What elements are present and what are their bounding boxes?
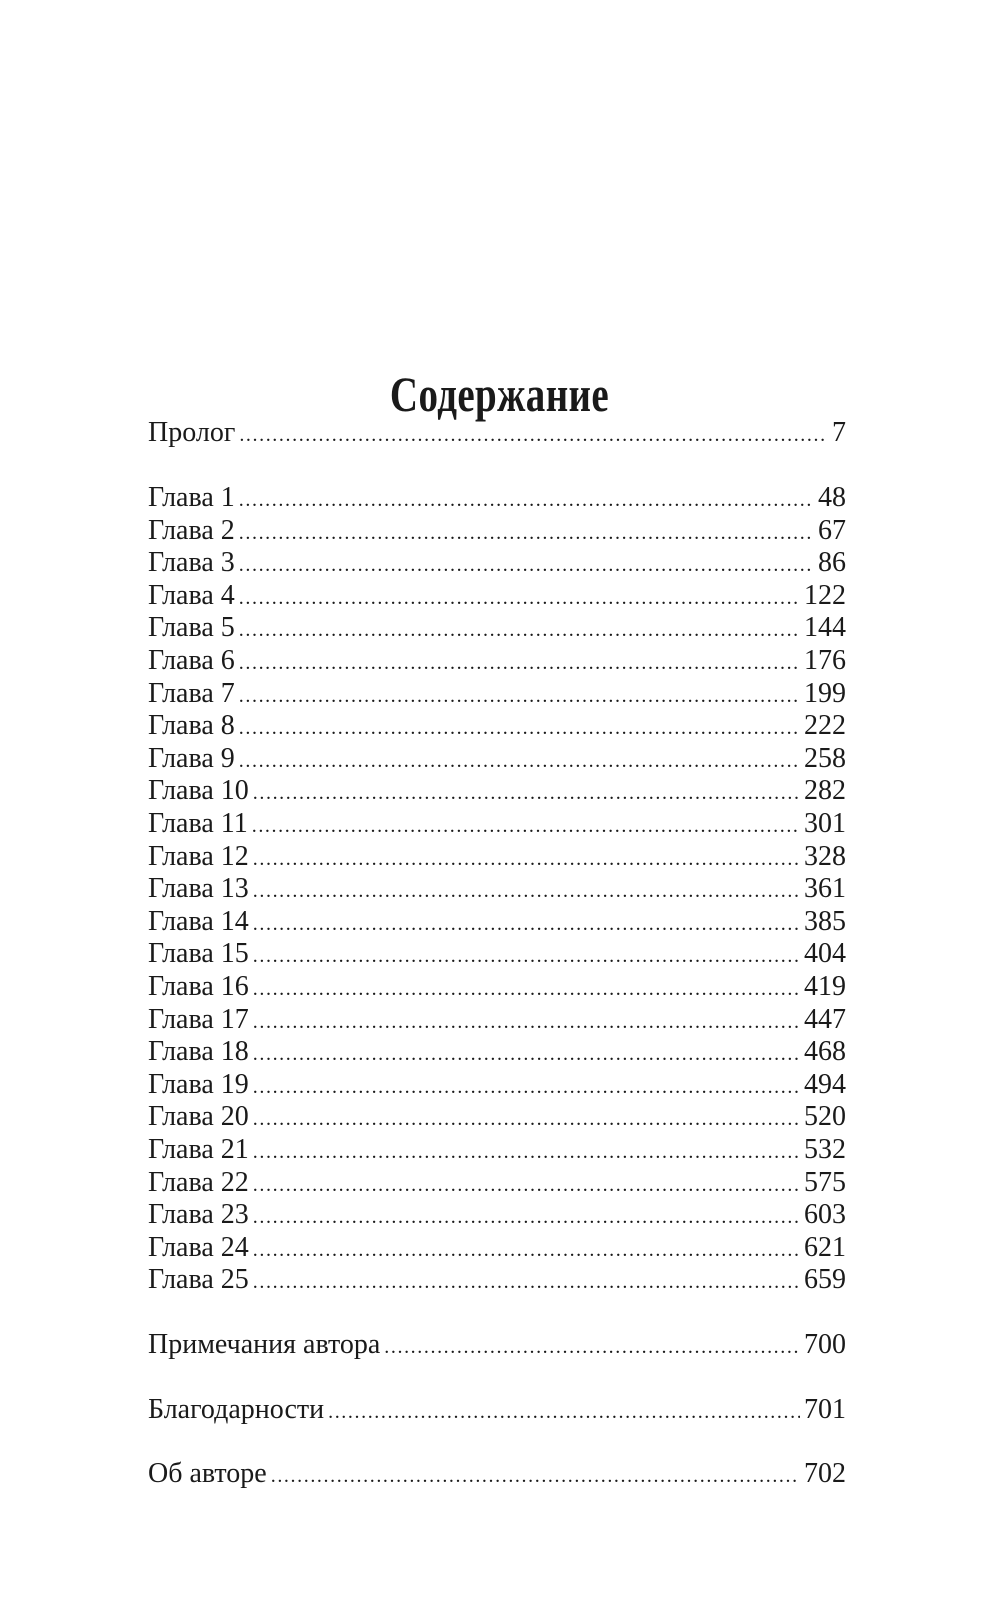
dot-leader [239, 646, 800, 680]
dot-leader [239, 744, 800, 778]
toc-entry-label: Глава 25 [148, 1264, 249, 1296]
dot-leader [253, 1200, 800, 1234]
toc-entry-label: Глава 15 [148, 938, 249, 970]
toc-entry [148, 709, 846, 743]
dot-leader [271, 1459, 800, 1493]
toc-entry-page: 199 [804, 677, 846, 709]
toc-entry-page: 144 [804, 612, 846, 644]
dot-leader [253, 874, 800, 908]
toc-entry-label: Глава 10 [148, 775, 249, 807]
toc-entry [148, 1263, 846, 1297]
toc-entry-label: Об авторе [148, 1458, 267, 1489]
toc-entry-page: 222 [804, 710, 846, 742]
toc-entry-label: Глава 16 [148, 971, 249, 1002]
toc-entry [148, 1328, 846, 1362]
toc-entry-label: Благодарности [148, 1394, 325, 1425]
toc-entry-label: Глава 5 [148, 612, 235, 644]
dot-leader [384, 1330, 800, 1364]
toc-entry-page: 532 [804, 1134, 846, 1165]
toc-entry-label: Глава 19 [148, 1068, 249, 1100]
toc-entry-label: Глава 23 [148, 1199, 249, 1231]
dot-leader [239, 711, 800, 745]
toc-entry-label: Глава 6 [148, 645, 235, 676]
toc-entry-label: Глава 22 [148, 1166, 249, 1198]
toc-entry-page: 701 [804, 1394, 846, 1425]
toc-entry [148, 774, 846, 808]
dot-leader [253, 1233, 800, 1267]
toc-entry [148, 546, 846, 580]
dot-leader [239, 581, 800, 615]
toc-entry-page: 419 [804, 971, 846, 1002]
toc-entry-page: 575 [804, 1166, 846, 1198]
toc-entry-page: 176 [804, 645, 846, 676]
toc-entry-page: 385 [804, 905, 846, 937]
toc-entry [148, 644, 846, 678]
toc-entry-page: 468 [804, 1036, 846, 1068]
dot-leader [253, 1037, 800, 1071]
toc-entry-label: Глава 9 [148, 742, 235, 774]
toc-entry-page: 702 [804, 1458, 846, 1489]
toc-entry-page: 520 [804, 1101, 846, 1133]
toc-entry-page: 7 [832, 417, 846, 448]
dot-leader [253, 776, 800, 810]
toc-entry [148, 970, 846, 1004]
dot-leader [239, 483, 814, 517]
toc-entry [148, 1166, 846, 1200]
toc-entry-label: Глава 17 [148, 1003, 249, 1035]
toc-entry [148, 611, 846, 645]
toc-entry-page: 659 [804, 1264, 846, 1296]
toc-entry-page: 122 [804, 579, 846, 611]
dot-leader [328, 1395, 800, 1429]
toc-entry [148, 677, 846, 711]
dot-leader [239, 418, 828, 452]
dot-leader [239, 679, 800, 713]
toc-entry [148, 1393, 846, 1427]
toc-entry-label: Глава 8 [148, 710, 235, 742]
dot-leader [253, 907, 800, 941]
toc-entry [148, 416, 846, 450]
toc-entry-label: Глава 1 [148, 482, 235, 513]
toc-entry-page: 447 [804, 1003, 846, 1035]
dot-leader [253, 1005, 800, 1039]
toc-entry [148, 807, 846, 841]
dot-leader [253, 1168, 800, 1202]
toc-entry-label: Глава 3 [148, 547, 235, 579]
toc-entry-label: Глава 4 [148, 579, 235, 611]
dot-leader [253, 1102, 800, 1136]
toc-entry-page: 328 [804, 840, 846, 872]
toc-entry-label: Глава 11 [148, 808, 248, 839]
toc-entry [148, 840, 846, 874]
toc-entry-page: 603 [804, 1199, 846, 1231]
toc-entry-label: Пролог [148, 417, 236, 448]
dot-leader [253, 939, 800, 973]
toc-entry [148, 905, 846, 939]
toc-entry-label: Примечания автора [148, 1329, 381, 1360]
dot-leader [253, 1135, 800, 1169]
toc-entry [148, 937, 846, 971]
toc-entry [148, 1198, 846, 1232]
dot-leader [253, 972, 800, 1006]
toc-entry-label: Глава 18 [148, 1036, 249, 1068]
toc-entry-label: Глава 12 [148, 840, 249, 872]
toc-entry-label: Глава 14 [148, 905, 249, 937]
toc-entry-page: 404 [804, 938, 846, 970]
toc-entry [148, 1100, 846, 1134]
toc-entry [148, 1035, 846, 1069]
dot-leader [253, 842, 800, 876]
toc-entry-label: Глава 13 [148, 873, 249, 905]
toc-entry-page: 494 [804, 1068, 846, 1100]
dot-leader [252, 809, 800, 843]
dot-leader [239, 516, 814, 550]
toc-entry-page: 621 [804, 1231, 846, 1263]
toc-entry [148, 514, 846, 548]
toc-entry [148, 1003, 846, 1037]
toc-entry-label: Глава 7 [148, 677, 235, 709]
toc-entry-page: 301 [804, 808, 846, 839]
dot-leader [239, 613, 800, 647]
dot-leader [253, 1265, 800, 1299]
toc-entry-page: 700 [804, 1329, 846, 1360]
toc-entry-label: Глава 20 [148, 1101, 249, 1133]
toc-entry-label: Глава 2 [148, 514, 235, 546]
toc-entry-page: 361 [804, 873, 846, 905]
toc-entry-page: 48 [818, 482, 846, 513]
page-title [0, 366, 1000, 422]
dot-leader [239, 548, 814, 582]
toc-entry [148, 579, 846, 613]
toc-entry-label: Глава 24 [148, 1231, 249, 1263]
toc-entry [148, 742, 846, 776]
toc-entry-page: 86 [818, 547, 846, 579]
toc-entry-label: Глава 21 [148, 1134, 249, 1165]
dot-leader [253, 1070, 800, 1104]
toc-entry-page: 258 [804, 742, 846, 774]
toc-entry-page: 282 [804, 775, 846, 807]
toc-entry [148, 481, 846, 515]
toc-entry [148, 1068, 846, 1102]
toc-entry [148, 1457, 846, 1491]
title-text: Содержание [390, 366, 610, 422]
toc-entry [148, 1231, 846, 1265]
toc-entry [148, 1133, 846, 1167]
toc-entry [148, 872, 846, 906]
toc-entry-page: 67 [818, 514, 846, 546]
